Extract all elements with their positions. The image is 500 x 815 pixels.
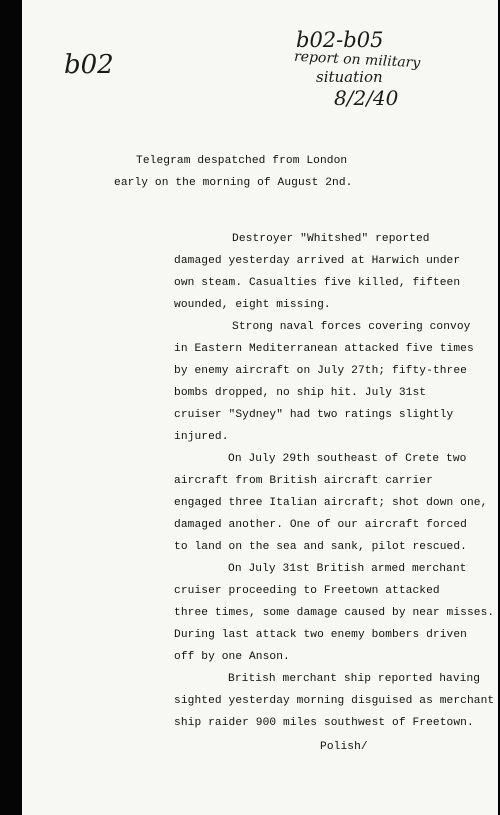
body-line: sighted yesterday morning disguised as merchant — [174, 695, 495, 707]
body-line: British merchant ship reported having — [228, 673, 481, 685]
body-line: ship raider 900 miles southwest of Freetown. — [174, 717, 474, 729]
body-line: Destroyer "Whitshed" reported — [232, 233, 430, 245]
body-line: On July 29th southeast of Crete two — [228, 453, 467, 465]
handwritten-page-range: b02-b05 — [296, 28, 384, 52]
body-line: aircraft from British aircraft carrier — [174, 475, 433, 487]
body-line: own steam. Casualties five killed, fifteen — [174, 277, 461, 289]
handwritten-page-number: b02 — [64, 50, 114, 80]
body-line: cruiser proceeding to Freetown attacked — [174, 585, 440, 597]
body-line: On July 31st British armed merchant — [228, 563, 467, 575]
body-line: During last attack two enemy bombers driven — [174, 629, 467, 641]
body-line: off by one Anson. — [174, 651, 290, 663]
handwritten-note-line2: situation — [316, 68, 383, 86]
body-line: cruiser "Sydney" had two ratings slightly — [174, 409, 454, 421]
body-line: Strong naval forces covering convoy — [232, 321, 471, 333]
continuation-catchword: Polish/ — [320, 741, 368, 753]
body-line: to land on the sea and sank, pilot rescued. — [174, 541, 467, 553]
scan-dark-edge — [0, 0, 22, 815]
body-line: in Eastern Mediterranean attacked five times — [174, 343, 474, 355]
handwritten-date: 8/2/40 — [334, 86, 399, 110]
handwritten-note-line1: report on military — [293, 48, 421, 72]
body-line: by enemy aircraft on July 27th; fifty-three — [174, 365, 467, 377]
body-line: damaged another. One of our aircraft forced — [174, 519, 467, 531]
heading-line-1: Telegram despatched from London — [136, 155, 348, 167]
body-line: bombs dropped, no ship hit. July 31st — [174, 387, 427, 399]
body-line: engaged three Italian aircraft; shot down one, — [174, 497, 488, 509]
heading-line-2: early on the morning of August 2nd. — [114, 177, 353, 189]
body-line: three times, some damage caused by near misses. — [174, 607, 495, 619]
body-line: injured. — [174, 431, 229, 443]
body-line: damaged yesterday arrived at Harwich under — [174, 255, 461, 267]
body-line: wounded, eight missing. — [174, 299, 331, 311]
document-page — [22, 0, 498, 815]
